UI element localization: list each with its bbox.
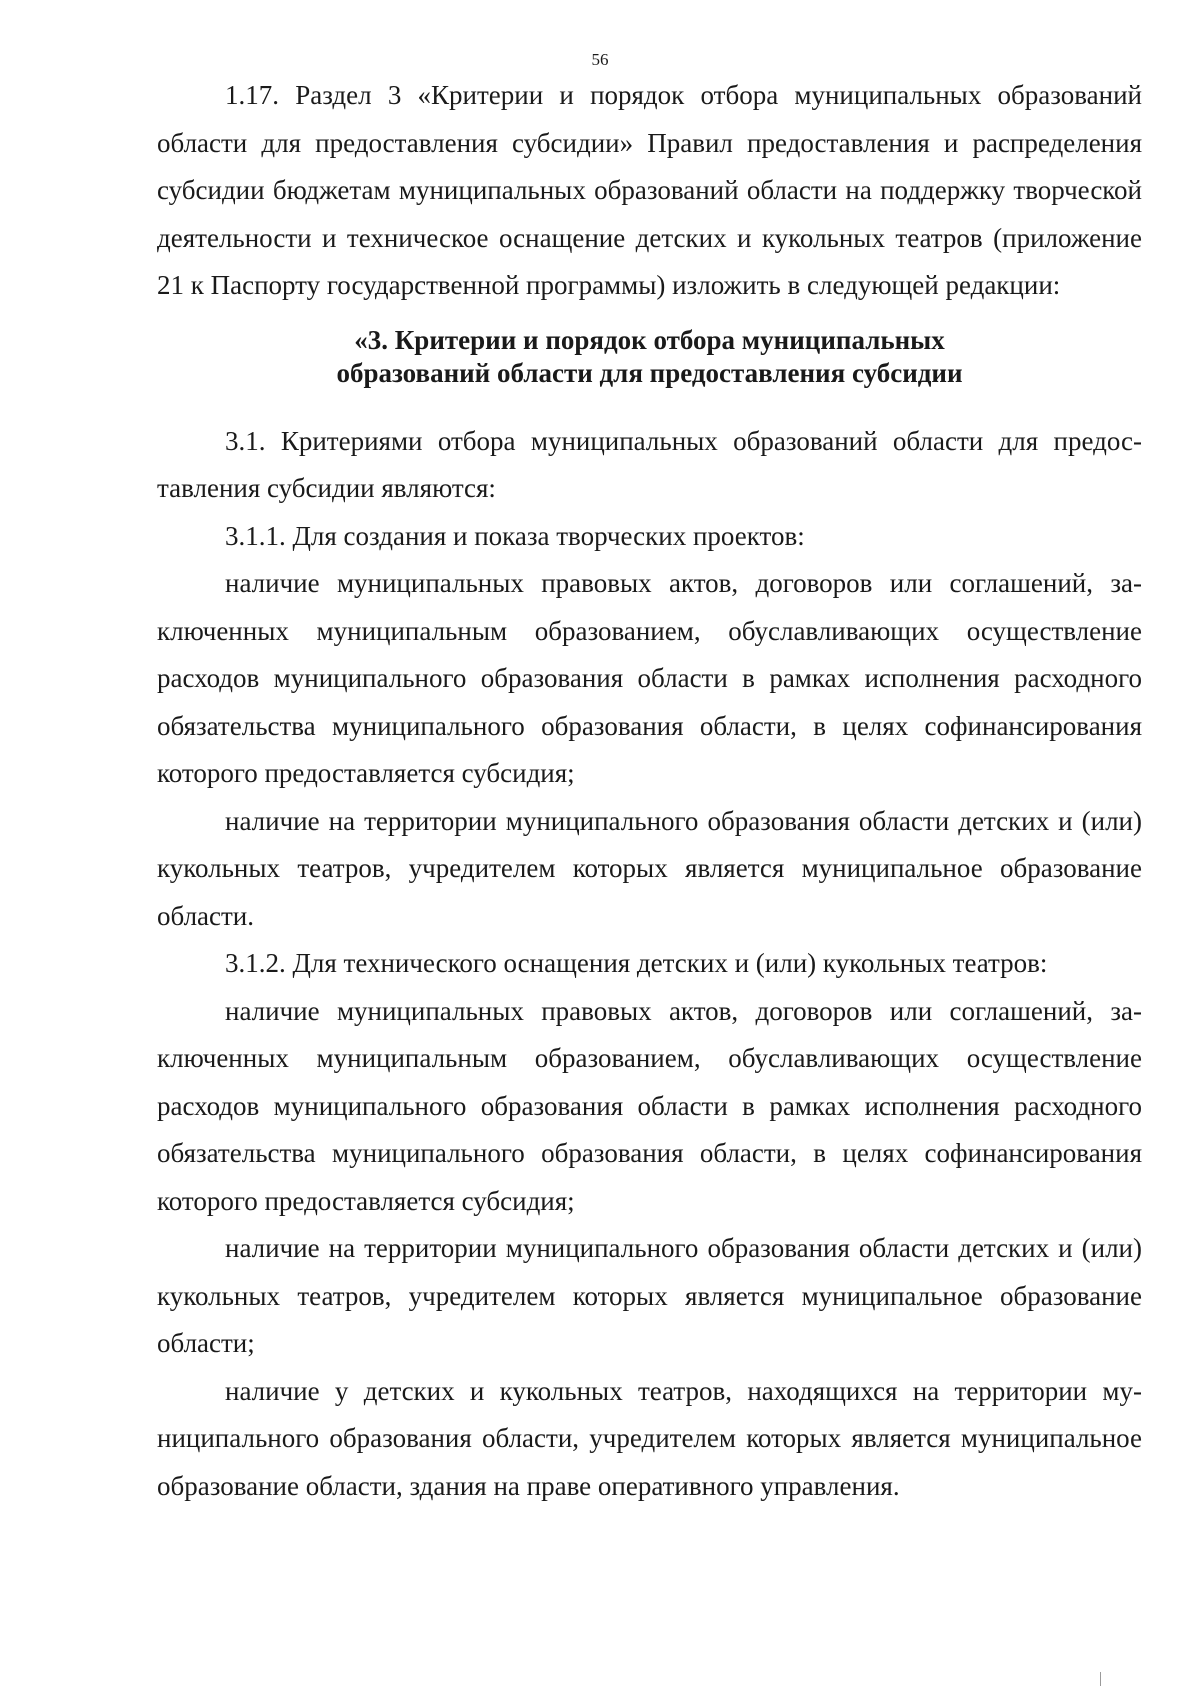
criterion-buildings: наличие у детских и кукольных театров, находящихся на территории муниципального образования области, учредителем которых является муниципальное образование области, здания на праве оперативного управления. [157, 1375, 1142, 1501]
scan-margin-mark [1100, 1672, 1101, 1686]
intro-paragraph: 1.17. Раздел 3 «Критерии и порядок отбора муниципальных образований области для предоставления субсидии» Правил предоставления и распределения субсидии бюджетам муниципальных образований области на поддержку творческой деятельности и техническое оснащение детских и кукольных театров (приложение 21 к Паспорту государственной программы) изложить в следующей редакции: [157, 80, 1142, 300]
criterion-theatres-equipment: наличие на территории муниципального образования области детских и (или) кукольных театров, учредителем которых является муниципальное образование области; [157, 1233, 1142, 1358]
criterion-legal-acts-projects: наличие муниципальных правовых актов, договоров или соглашений, заключенных муниципальным образованием, обуславливающих осуществление расходов муниципального образования области в рамках исполнения расходного обязательства муниципального образования области, в целях софинансирования которого предоставляется субсидия; [157, 568, 1142, 788]
section-heading-line-1: «3. Критерии и порядок отбора муниципальных [354, 324, 945, 355]
paragraph-3-1-2: 3.1.2. Для технического оснащения детских и (или) кукольных театров: [225, 948, 1048, 978]
page-number: 56 [591, 50, 609, 69]
section-heading [157, 310, 1142, 418]
paragraph-3-1: 3.1. Критериями отбора муниципальных образований области для предоставления субсидии являются: [157, 425, 1142, 503]
paragraph-3-1-1: 3.1.1. Для создания и показа творческих проектов: [225, 520, 805, 551]
criterion-theatres-projects: наличие на территории муниципального образования области детских и (или) кукольных театров, учредителем которых является муниципальное образование области. [157, 805, 1142, 931]
document-body [157, 72, 1142, 1510]
criterion-legal-acts-equipment: наличие муниципальных правовых актов, договоров или соглашений, заключенных муниципальным образованием, обуславливающих осуществление расходов муниципального образования области в рамках исполнения расходного обязательства муниципального образования области, в целях софинансирования которого предоставляется субсидия; [157, 995, 1142, 1216]
section-heading-line-2: образований области для предоставления субсидии [336, 357, 963, 388]
